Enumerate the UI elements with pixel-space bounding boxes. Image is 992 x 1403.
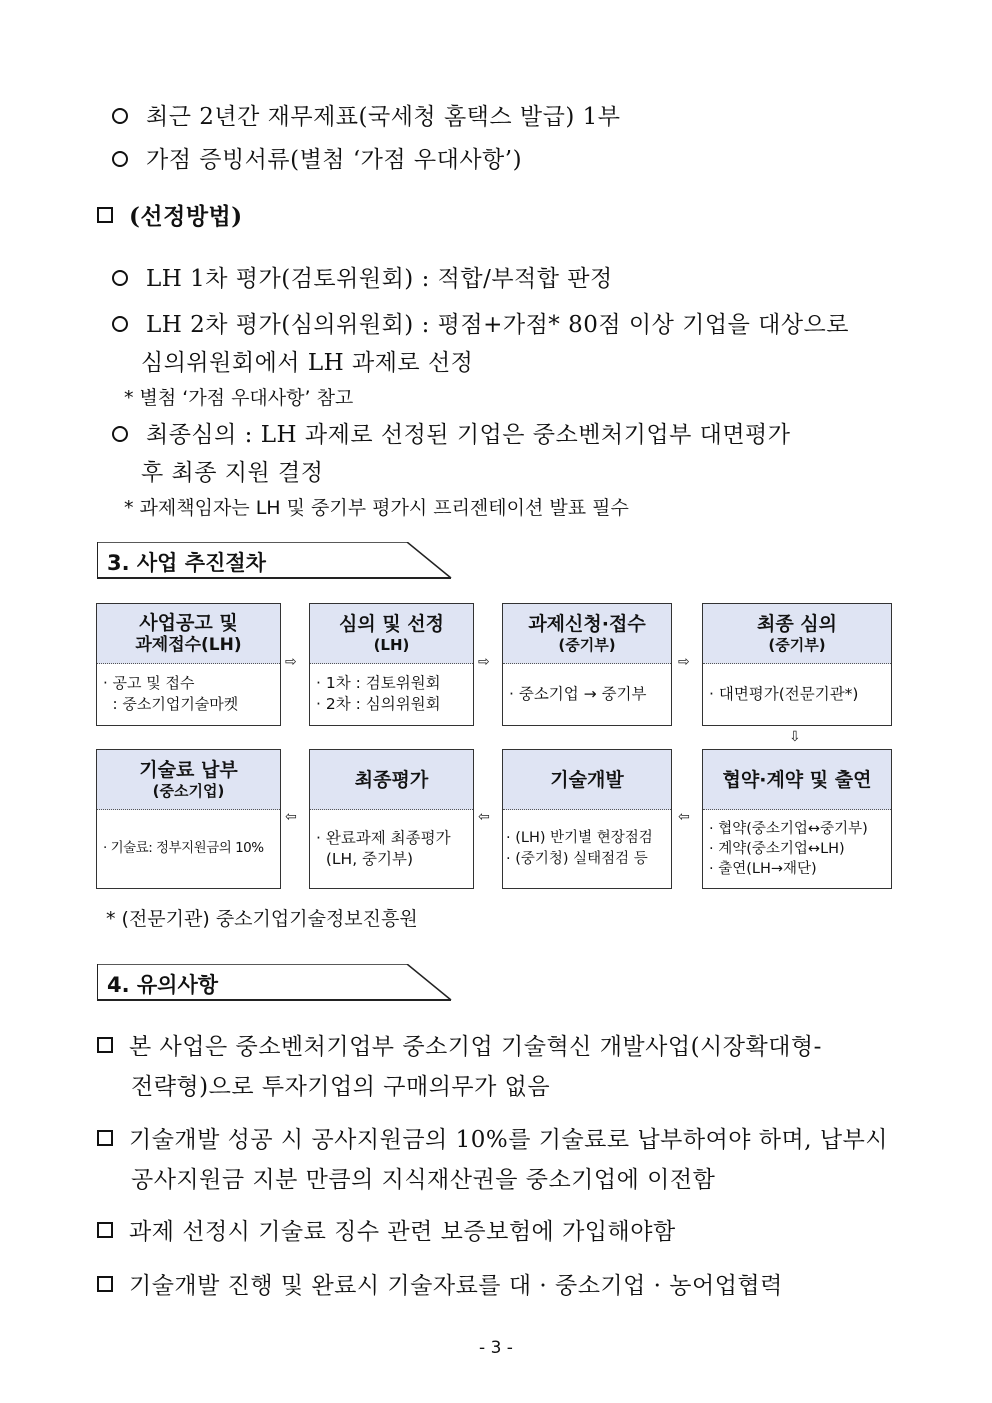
box-title: 기술료 납부	[139, 758, 238, 781]
page-number: - 3 -	[479, 1338, 513, 1358]
box-title: 협약·계약 및 출연	[722, 768, 872, 791]
arrow-left-icon: ⇦	[478, 809, 490, 825]
notice-1: 본 사업은 중소벤처기업부 중소기업 기술혁신 개발사업(시장확대형-	[97, 1028, 822, 1061]
box-title: 최종 심의	[756, 612, 838, 635]
notice-4: 기술개발 진행 및 완료시 기술자료를 대 · 중소기업 · 농어업협력	[97, 1267, 783, 1300]
selection-eval1: LH 1차 평가(검토위원회) : 적합/부적합 판정	[112, 260, 613, 293]
doc-item-1: 최근 2년간 재무제표(국세청 홈택스 발급) 1부	[112, 98, 620, 131]
notice-1-cont: 전략형)으로 투자기업의 구매의무가 없음	[131, 1074, 551, 1100]
process-box-1	[96, 603, 281, 726]
box-title: 사업공고 및	[139, 611, 238, 634]
arrow-right-icon: ⇨	[285, 654, 297, 670]
box-line: · 중소기업 → 중기부	[509, 684, 647, 703]
process-box-2	[309, 603, 474, 726]
box-subtitle: (중소기업)	[152, 781, 225, 800]
process-box-7	[502, 749, 672, 889]
selection-note2: * 과제책임자는 LH 및 중기부 평가시 프리젠테이션 발표 필수	[124, 497, 629, 519]
box-title: 과제신청·접수	[528, 612, 646, 635]
circle-bullet-icon	[112, 316, 128, 332]
selection-final-cont: 후 최종 지원 결정	[141, 460, 324, 486]
notice-2-cont: 공사지원금 지분 만큼의 지식재산권을 중소기업에 이전함	[131, 1167, 716, 1193]
selection-eval2-cont: 심의위원회에서 LH 과제로 선정	[141, 350, 474, 376]
process-box-3	[502, 603, 672, 726]
box-line: · 대면평가(전문기관*)	[709, 684, 859, 703]
selection-note1: * 별첨 ‘가점 우대사항’ 참고	[124, 387, 354, 409]
box-line: · 공고 및 접수	[103, 674, 195, 692]
arrow-down-icon: ⇩	[789, 729, 801, 745]
section3-title: 3. 사업 추진절차	[107, 551, 266, 575]
box-line: · 완료과제 최종평가	[316, 828, 451, 847]
box-subtitle: (LH)	[373, 635, 410, 654]
box-line: · 계약(중소기업↔LH)	[709, 840, 845, 857]
arrow-right-icon: ⇨	[478, 654, 490, 670]
circle-bullet-icon	[112, 426, 128, 442]
process-box-4	[702, 603, 892, 726]
section4-heading	[97, 964, 453, 1002]
checkbox-square-icon	[97, 207, 113, 223]
notice-3: 과제 선정시 기술료 징수 관련 보증보험에 가입해야함	[97, 1213, 676, 1246]
box-subtitle: (중기부)	[768, 635, 826, 654]
box-line: · 출연(LH→재단)	[709, 860, 817, 877]
section4-title: 4. 유의사항	[107, 973, 219, 997]
box-line: (LH, 중기부)	[316, 849, 414, 868]
circle-bullet-icon	[112, 270, 128, 286]
box-line: · 2차 : 심의위원회	[316, 695, 441, 713]
arrow-right-icon: ⇨	[678, 654, 690, 670]
process-box-5	[96, 749, 281, 889]
checkbox-square-icon	[97, 1222, 113, 1238]
section3-heading	[97, 542, 453, 580]
circle-bullet-icon	[112, 108, 128, 124]
arrow-left-icon: ⇦	[678, 809, 690, 825]
process-box-6	[309, 749, 474, 889]
doc-item-2: 가점 증빙서류(별첨 ‘가점 우대사항’)	[112, 141, 522, 174]
selection-heading: (선정방법)	[97, 198, 243, 231]
selection-eval2: LH 2차 평가(심의위원회) : 평점+가점* 80점 이상 기업을 대상으로	[112, 306, 849, 339]
process-footnote: * (전문기관) 중소기업기술정보진흥원	[106, 908, 418, 930]
notice-2: 기술개발 성공 시 공사지원금의 10%를 기술료로 납부하여야 하며, 납부시	[97, 1121, 888, 1154]
box-title: 과제접수(LH)	[135, 634, 242, 655]
checkbox-square-icon	[97, 1276, 113, 1292]
arrow-left-icon: ⇦	[285, 809, 297, 825]
checkbox-square-icon	[97, 1130, 113, 1146]
box-line: · (중기청) 실태점검 등	[506, 850, 648, 867]
box-title: 최종평가	[354, 768, 429, 791]
box-line: · 협약(중소기업↔중기부)	[709, 820, 868, 837]
box-title: 기술개발	[550, 768, 624, 791]
box-line: · 기술료: 정부지원금의 10%	[103, 840, 264, 856]
process-box-8	[702, 749, 892, 889]
box-title: 심의 및 선정	[339, 612, 444, 635]
circle-bullet-icon	[112, 151, 128, 167]
box-line: · 1차 : 검토위원회	[316, 674, 441, 692]
box-line: : 중소기업기술마켓	[103, 695, 239, 713]
box-subtitle: (중기부)	[558, 635, 616, 654]
box-line: · (LH) 반기별 현장점검	[506, 829, 653, 846]
selection-final: 최종심의 : LH 과제로 선정된 기업은 중소벤처기업부 대면평가	[112, 416, 791, 449]
checkbox-square-icon	[97, 1037, 113, 1053]
